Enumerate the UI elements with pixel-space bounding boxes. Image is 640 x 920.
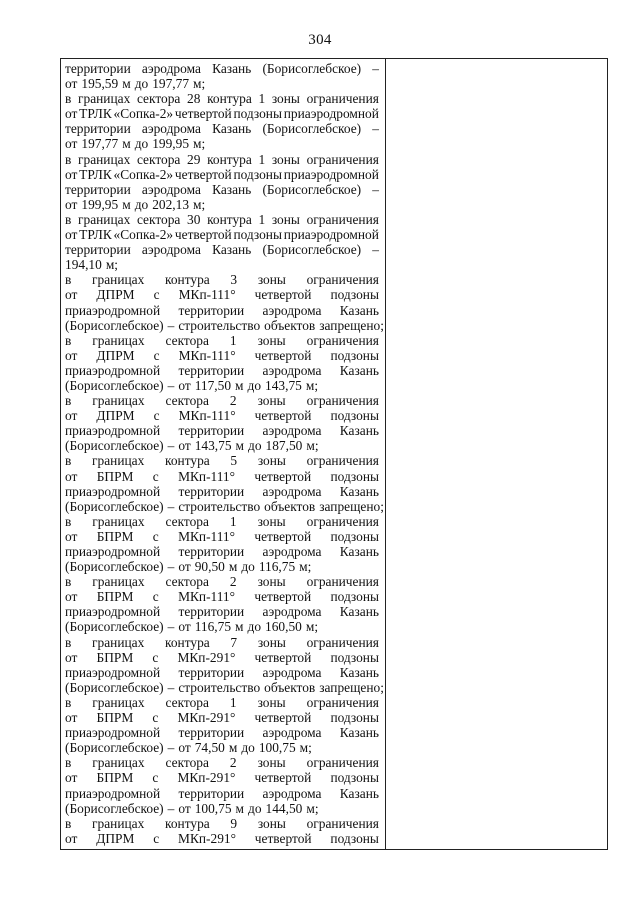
text-line: от ДПРМ с МКп-111° четвертой подзоны xyxy=(65,287,379,303)
text-line: (Борисоглебское) – строительство объектов запрещено; xyxy=(65,498,384,514)
text-line: от БПРМ с МКп-291° четвертой подзоны xyxy=(65,649,379,665)
text-line: (Борисоглебское) – от 90,50 м до 116,75 м; xyxy=(65,559,312,575)
text-line: от ДПРМ с МКп-291° четвертой подзоны xyxy=(65,830,379,846)
text-line: приаэродромной территории аэродрома Казань xyxy=(65,302,379,318)
text-line: (Борисоглебское) – от 74,50 м до 100,75 м; xyxy=(65,740,312,756)
text-line: (Борисоглебское) – от 143,75 м до 187,50 м; xyxy=(65,438,319,454)
text-line: (Борисоглебское) – от 100,75 м до 144,50 м; xyxy=(65,800,319,816)
text-line: от 199,95 м до 202,13 м; xyxy=(65,196,206,212)
text-line: от ТРЛК «Сопка-2» четвертой подзоны приаэродромной xyxy=(65,106,379,122)
text-line: от БПРМ с МКп-111° четвертой подзоны xyxy=(65,468,379,484)
text-line: приаэродромной территории аэродрома Казань xyxy=(65,785,379,801)
text-line: от 195,59 м до 197,77 м; xyxy=(65,76,206,92)
text-line: в границах сектора 1 зоны ограничения xyxy=(65,332,379,348)
text-line: в границах сектора 2 зоны ограничения xyxy=(65,574,379,590)
text-line: в границах сектора 1 зоны ограничения xyxy=(65,694,379,710)
text-line: в границах контура 7 зоны ограничения xyxy=(65,634,379,650)
text-line: в границах сектора 29 контура 1 зоны ограничения xyxy=(65,151,379,167)
text-line: от ДПРМ с МКп-111° четвертой подзоны xyxy=(65,408,379,424)
text-line: в границах сектора 28 контура 1 зоны ограничения xyxy=(65,91,379,107)
text-line: территории аэродрома Казань (Борисоглебское) – xyxy=(65,61,379,76)
text-line: (Борисоглебское) – от 117,50 м до 143,75 м; xyxy=(65,377,319,393)
text-line: от БПРМ с МКп-291° четвертой подзоны xyxy=(65,710,379,726)
empty-right-cell xyxy=(386,59,607,849)
text-line: 194,10 м; xyxy=(65,257,119,273)
text-line: приаэродромной территории аэродрома Казань xyxy=(65,604,379,620)
text-line: от БПРМ с МКп-111° четвертой подзоны xyxy=(65,589,379,605)
text-line: в границах контура 9 зоны ограничения xyxy=(65,815,379,831)
text-line: территории аэродрома Казань (Борисоглебское) – xyxy=(65,121,379,137)
text-line: приаэродромной территории аэродрома Казань xyxy=(65,664,379,680)
text-line: (Борисоглебское) – от 116,75 м до 160,50 м; xyxy=(65,619,319,635)
text-line: от БПРМ с МКп-111° четвертой подзоны xyxy=(65,528,379,544)
document-table xyxy=(60,58,608,850)
text-line: от ТРЛК «Сопка-2» четвертой подзоны приаэродромной xyxy=(65,166,379,182)
text-line: территории аэродрома Казань (Борисоглебское) – xyxy=(65,181,379,197)
text-line: от БПРМ с МКп-291° четвертой подзоны xyxy=(65,770,379,786)
text-line: приаэродромной территории аэродрома Казань xyxy=(65,483,379,499)
text-line: (Борисоглебское) – строительство объектов запрещено; xyxy=(65,317,384,333)
text-line: в границах сектора 2 зоны ограничения xyxy=(65,755,379,771)
text-line: от ТРЛК «Сопка-2» четвертой подзоны приаэродромной xyxy=(65,227,379,243)
text-line: территории аэродрома Казань (Борисоглебское) – xyxy=(65,242,379,258)
text-line: приаэродромной территории аэродрома Казань xyxy=(65,362,379,378)
page-number: 304 xyxy=(308,32,332,48)
text-line: (Борисоглебское) – строительство объектов запрещено; xyxy=(65,679,384,695)
text-line: в границах сектора 1 зоны ограничения xyxy=(65,513,379,529)
text-line: в границах сектора 30 контура 1 зоны ограничения xyxy=(65,211,379,227)
text-line: в границах сектора 2 зоны ограничения xyxy=(65,393,379,409)
text-line: приаэродромной территории аэродрома Казань xyxy=(65,423,379,439)
text-line: в границах контура 5 зоны ограничения xyxy=(65,453,379,469)
text-line: от ДПРМ с МКп-111° четвертой подзоны xyxy=(65,347,379,363)
text-line: приаэродромной территории аэродрома Казань xyxy=(65,544,379,559)
text-line: в границах контура 3 зоны ограничения xyxy=(65,272,379,288)
text-line: от 197,77 м до 199,95 м; xyxy=(65,136,206,152)
restriction-text-cell xyxy=(65,61,384,846)
text-line: приаэродромной территории аэродрома Казань xyxy=(65,725,379,741)
